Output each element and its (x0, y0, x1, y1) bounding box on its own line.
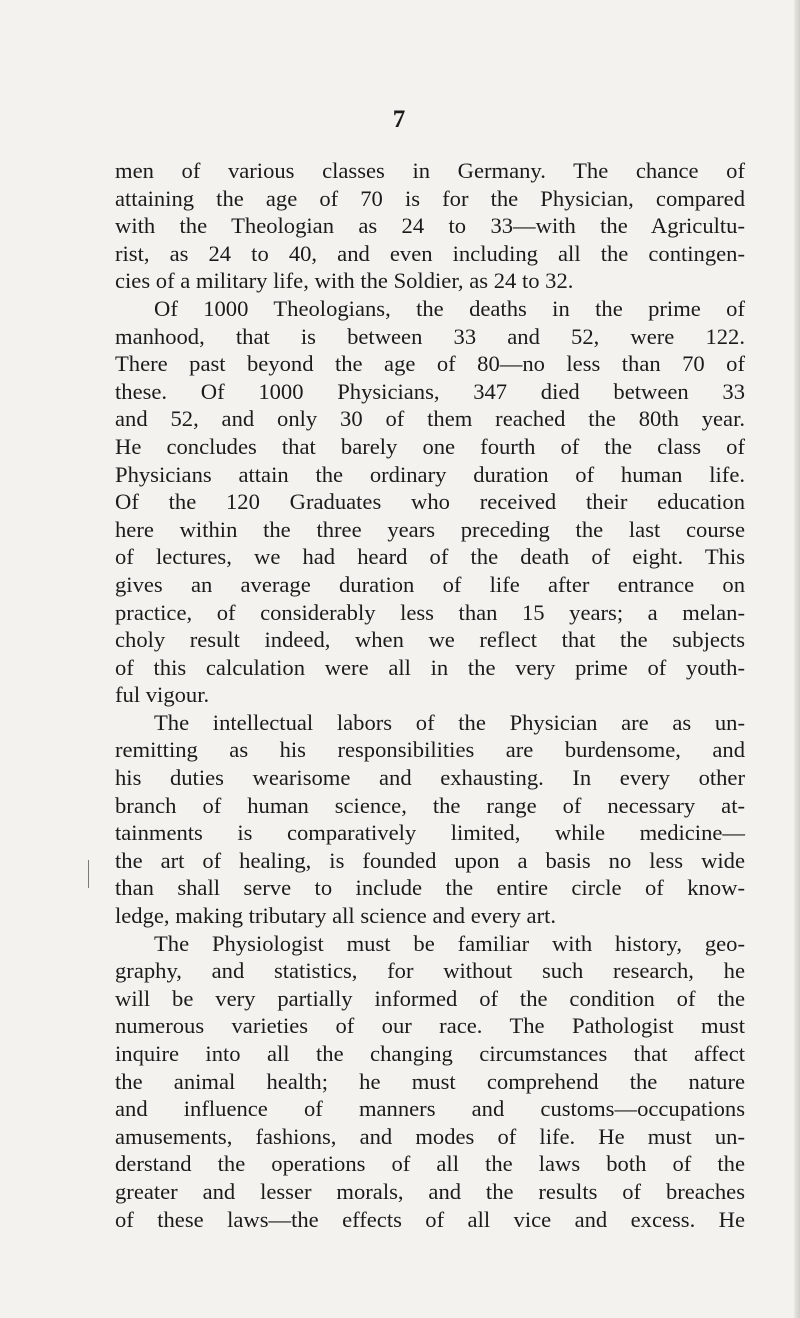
text-line: inquire into all the changing circumstances that affect (115, 1041, 745, 1066)
text-line: of these laws—the effects of all vice and excess. He (115, 1206, 745, 1232)
text-line: attaining the age of 70 is for the Physician, compared (115, 185, 745, 211)
text-line: his duties wearisome and exhausting. In every other (115, 765, 745, 791)
text-line: and influence of manners and customs—occupations (115, 1096, 745, 1122)
text-line: greater and lesser morals, and the results of breaches (115, 1178, 745, 1204)
margin-mark (88, 860, 89, 888)
text-line: practice, of considerably less than 15 years; a melan- (115, 599, 745, 625)
text-line: choly result indeed, when we reflect that the subjects (115, 627, 745, 653)
text-line: The intellectual labors of the Physician are as un- (154, 709, 745, 735)
page-edge (794, 0, 800, 1318)
text-line: branch of human science, the range of necessary at- (115, 792, 745, 818)
text-line: ful vigour. (115, 682, 210, 708)
text-line: and 52, and only 30 of them reached the 80th year. (115, 406, 745, 432)
text-line: with the Theologian as 24 to 33—with the Agricultu- (115, 213, 745, 239)
text-line: numerous varieties of our race. The Pathologist must (115, 1013, 745, 1039)
body-text (115, 157, 745, 1233)
text-line: will be very partially informed of the condition of the (115, 985, 745, 1011)
page-number: 7 (392, 106, 406, 133)
text-line: of this calculation were all in the very prime of youth- (115, 654, 745, 680)
text-line: Of 1000 Theologians, the deaths in the prime of (154, 295, 745, 321)
text-line: There past beyond the age of 80—no less than 70 of (115, 351, 745, 377)
text-line: Of the 120 Graduates who received their education (115, 489, 745, 515)
text-line: manhood, that is between 33 and 52, were 122. (115, 323, 745, 349)
text-line: ledge, making tributary all science and every art. (115, 903, 557, 929)
text-line: derstand the operations of all the laws both of the (115, 1151, 745, 1177)
text-line: graphy, and statistics, for without such research, he (115, 958, 745, 984)
text-line: The Physiologist must be familiar with history, geo- (154, 930, 745, 956)
text-line: tainments is comparatively limited, while medicine— (115, 820, 745, 846)
text-line: cies of a military life, with the Soldier, as 24 to 32. (115, 268, 574, 294)
text-line: men of various classes in Germany. The chance of (115, 158, 745, 183)
text-line: amusements, fashions, and modes of life. He must un- (115, 1123, 745, 1149)
text-line: Physicians attain the ordinary duration of human life. (115, 461, 745, 487)
text-line: here within the three years preceding the last course (115, 516, 745, 542)
text-line: gives an average duration of life after entrance on (115, 571, 745, 597)
text-line: these. Of 1000 Physicians, 347 died between 33 (115, 378, 745, 404)
text-line: of lectures, we had heard of the death of eight. This (115, 544, 745, 570)
text-line: the animal health; he must comprehend the nature (115, 1068, 745, 1094)
text-line: remitting as his responsibilities are burdensome, and (115, 737, 745, 763)
text-line: than shall serve to include the entire circle of know- (115, 875, 745, 901)
text-line: rist, as 24 to 40, and even including all the contingen- (115, 240, 745, 266)
text-line: the art of healing, is founded upon a basis no less wide (115, 847, 745, 873)
text-line: He concludes that barely one fourth of the class of (115, 433, 745, 459)
